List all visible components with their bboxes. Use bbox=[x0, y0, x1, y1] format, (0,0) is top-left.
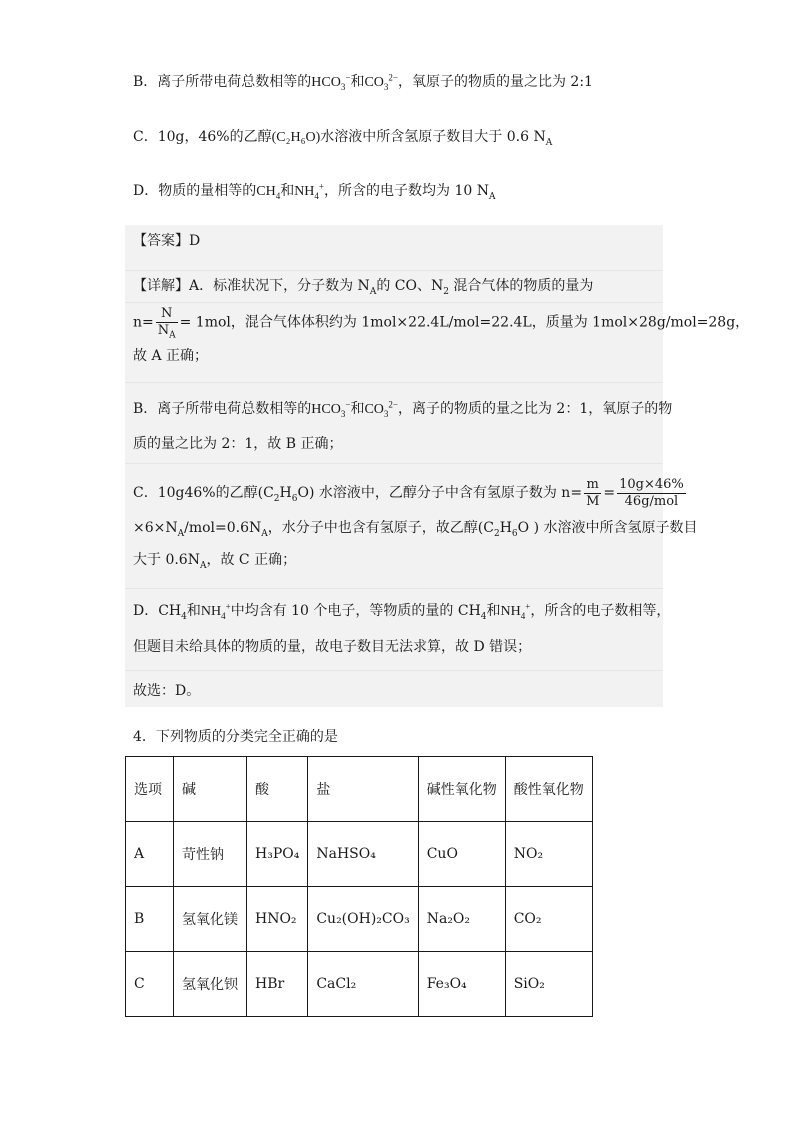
table-header-cell: 选项 bbox=[126, 757, 174, 822]
table-cell: NO₂ bbox=[505, 822, 592, 887]
avogadro-symbol: $N_A$ bbox=[533, 129, 553, 148]
table-cell: CO₂ bbox=[505, 887, 592, 952]
table-header-cell: 碱 bbox=[174, 757, 247, 822]
option-b-and: 和 bbox=[350, 74, 365, 90]
table-header-cell: 碱性氧化物 bbox=[418, 757, 505, 822]
table-cell: HBr bbox=[247, 952, 308, 1017]
table-header-cell: 酸 bbox=[247, 757, 308, 822]
table-cell: 苛性钠 bbox=[174, 822, 247, 887]
question-4-title: 4．下列物质的分类完全正确的是 bbox=[133, 729, 338, 745]
ion-co3: $CO_3^{2-}$ bbox=[364, 72, 398, 92]
option-c-text2: 水溶液中所含氢原子数目大于 0.6 bbox=[320, 129, 529, 145]
avogadro-symbol: $N_A$ bbox=[476, 183, 496, 202]
option-d-text1: D．物质的量相等的 bbox=[133, 183, 257, 199]
table-cell: B bbox=[126, 887, 174, 952]
ethanol-formula: (C₂H₆O) bbox=[271, 130, 321, 145]
table-cell: C bbox=[126, 952, 174, 1017]
table-row bbox=[126, 952, 593, 1017]
table-cell: CaCl₂ bbox=[308, 952, 418, 1017]
table-cell: Fe₃O₄ bbox=[418, 952, 505, 1017]
nh4-formula: $NH_4^+$ bbox=[294, 181, 324, 201]
table-cell: A bbox=[126, 822, 174, 887]
detail-b-line1: B．离子所带电荷总数相等的$HCO_3^-$和$CO_3^{2-}$，离子的物质的量之比为 2：1，氧原子的物 bbox=[133, 399, 673, 419]
table-cell: 氢氧化钡 bbox=[174, 952, 247, 1017]
detail-b-line2: 质的量之比为 2：1，故 B 正确； bbox=[133, 436, 343, 452]
table-row bbox=[126, 887, 593, 952]
option-d bbox=[133, 181, 495, 202]
table-cell: Na₂O₂ bbox=[418, 887, 505, 952]
option-c-text1: C．10g，46%的乙醇 bbox=[133, 129, 272, 145]
detail-a-line1: 【详解】A．标准状况下，分子数为 $N_A$的 CO、$N_2$ 混合气体的物质的量为 bbox=[133, 278, 594, 297]
table-cell: H₃PO₄ bbox=[247, 822, 308, 887]
detail-a-line2: n= $\frac{N}{N_A}$ = 1mol，混合气体体积约为 1mol×22.4L/mol=22.4L，质量为 1mol×28g/mol=28g， bbox=[133, 306, 750, 341]
answer-box bbox=[125, 225, 663, 707]
fraction-m-over-m: $\frac{m}{M}$ bbox=[586, 476, 600, 509]
option-d-and: 和 bbox=[280, 183, 295, 199]
option-b-prefix: B．离子所带电荷总数相等的 bbox=[133, 74, 312, 90]
table-header-cell: 盐 bbox=[308, 757, 418, 822]
table-header-row bbox=[126, 757, 593, 822]
option-d-text2: ，所含的电子数均为 10 bbox=[324, 183, 473, 199]
fraction-n-over-na: $\frac{N}{N_A}$ bbox=[157, 306, 176, 341]
option-c bbox=[133, 127, 552, 148]
detail-c-line3: 大于 $0.6N_A$，故 C 正确； bbox=[133, 552, 297, 571]
detail-end: 故选：D。 bbox=[133, 683, 201, 699]
table-cell: 氢氧化镁 bbox=[174, 887, 247, 952]
option-b bbox=[133, 72, 593, 93]
table-row bbox=[126, 822, 593, 887]
table-cell: SiO₂ bbox=[505, 952, 592, 1017]
classification-table bbox=[125, 756, 593, 1017]
table-header-cell: 酸性氧化物 bbox=[505, 757, 592, 822]
detail-c-line1: C．10g46%的乙醇$(C_2H_6O)$ 水溶液中，乙醇分子中含有氢原子数为 n= $\frac{m}{M}$ = $\frac{10g\times 46\%}{\text{46g/mol}}$ bbox=[133, 476, 684, 509]
ion-hco3: $HCO_3^-$ bbox=[311, 72, 351, 92]
detail-a-line3: 故 A 正确； bbox=[133, 348, 209, 364]
fraction-mass-calc: $\frac{10g\times 46\%}{\text{46g/mol}}$ bbox=[619, 476, 684, 509]
table-cell: Cu₂(OH)₂CO₃ bbox=[308, 887, 418, 952]
detail-c-line2: $\times 6\times N_A/mol=0.6N_A$，水分子中也含有氢原子，故乙醇($C_2H_6O$ ) 水溶液中所含氢原子数目 bbox=[133, 520, 698, 539]
table-cell: HNO₂ bbox=[247, 887, 308, 952]
table-cell: NaHSO₄ bbox=[308, 822, 418, 887]
detail-d-line1: D．$CH_4$和$NH_4^+$中均含有 10 个电子，等物质的量的 $CH_4$和$NH_4^+$，所含的电子数相等， bbox=[133, 601, 671, 622]
detail-d-line2: 但题目未给具体的物质的量，故电子数目无法求算，故 D 错误； bbox=[133, 639, 532, 655]
table-cell: CuO bbox=[418, 822, 505, 887]
answer-label: 【答案】D bbox=[133, 233, 201, 249]
option-b-rest: ，氧原子的物质的量之比为 2:1 bbox=[397, 74, 593, 90]
ch4-formula: $CH_4$ bbox=[256, 184, 281, 201]
